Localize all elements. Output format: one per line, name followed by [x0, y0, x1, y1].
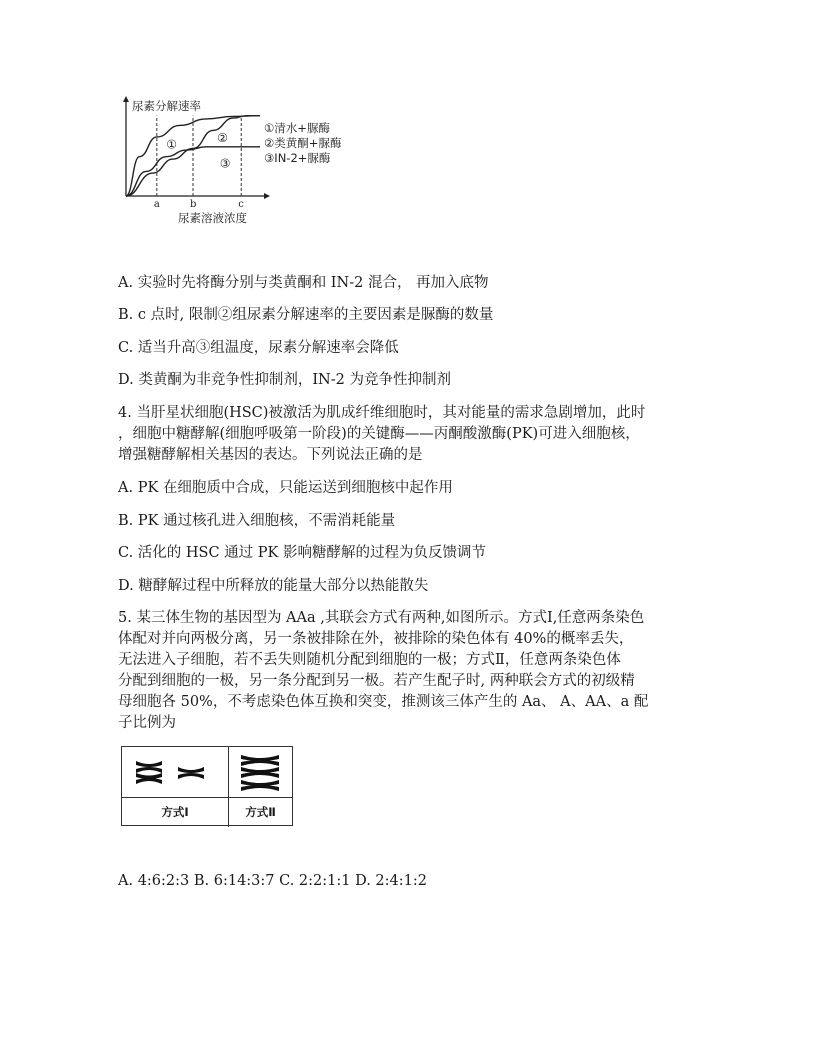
chromosome-shape — [241, 760, 279, 766]
figure-caption-mode-1: 方式Ⅰ — [122, 797, 229, 827]
chromosome-shape — [136, 767, 162, 773]
q5-stem-line: 体配对并向两极分离，另一条被排除在外，被排除的染色体有 40%的概率丢失， — [118, 631, 634, 647]
q5-stem-line: 子比例为 — [118, 715, 176, 731]
q5-options: A. 4:6:2:3 B. 6:14:3:7 C. 2:2:1:1 D. 2:4:1:2 — [118, 873, 427, 889]
series-label-1: ① — [166, 137, 177, 152]
chromosomes-mode-1 — [122, 747, 228, 797]
x-axis-arrow — [264, 193, 270, 199]
q5-stem-line: 无法进入子细胞，若不丢失则随机分配到细胞的一极；方式Ⅱ，任意两条染色体 — [118, 652, 621, 668]
q4-stem-line: 增强糖酵解相关基因的表达。下列说法正确的是 — [118, 447, 423, 463]
chromosomes-mode-2 — [229, 747, 292, 797]
q5-stem-line: 分配到细胞的一极，另一条分配到另一极。若产生配子时, 两种联会方式的初级精 — [118, 673, 635, 689]
series-label-2: ② — [217, 130, 228, 145]
chromosome-shape — [241, 772, 279, 778]
chromosome-shape — [178, 773, 204, 779]
series-label-3: ③ — [219, 156, 231, 171]
q4-stem-line: ，细胞中糖酵解(细胞呼吸第一阶段)的关键酶——丙酮酸激酶(PK)可进入细胞核， — [118, 426, 640, 442]
legend-entry-2: ②类黄酮+脲酶 — [264, 136, 342, 150]
q3-option-a: A. 实验时先将酶分别与类黄酮和 IN-2 混合， 再加入底物 — [118, 275, 489, 291]
q3-option-c: C. 适当升高③组温度，尿素分解速率会降低 — [118, 340, 399, 356]
chromosome-shape — [178, 767, 204, 773]
chromosome-shape — [136, 761, 162, 767]
x-marker-a: a — [153, 199, 160, 210]
chromosome-shape — [136, 778, 162, 784]
q4-option-b: B. PK 通过核孔进入细胞核，不需消耗能量 — [118, 513, 396, 529]
q3-option-b: B. c 点时, 限制②组尿素分解速率的主要因素是脲酶的数量 — [118, 307, 494, 323]
urea-rate-chart — [112, 92, 372, 237]
q5-stem — [118, 608, 708, 734]
q4-stem-line: 4. 当肝星状细胞(HSC)被激活为肌成纤维细胞时，其对能量的需求急剧增加，此时 — [118, 405, 646, 421]
q5-stem-line: 母细胞各 50%，不考虑染色体互换和突变，推测该三体产生的 Aa、 A、AA、a 配 — [118, 694, 649, 710]
x-marker-b: b — [190, 199, 197, 210]
q3-option-d: D. 类黄酮为非竞争性抑制剂，IN-2 为竞争性抑制剂 — [118, 372, 451, 388]
legend-entry-3: ③IN-2+脲酶 — [264, 151, 331, 165]
q4-stem — [118, 403, 708, 466]
q4-option-d: D. 糖酵解过程中所释放的能量大部分以热能散失 — [118, 578, 429, 594]
synapsis-figure — [121, 746, 293, 826]
y-axis-label: 尿素分解速率 — [132, 99, 201, 113]
q4-option-a: A. PK 在细胞质中合成，只能运送到细胞核中起作用 — [118, 480, 453, 496]
legend-entry-1: ①清水+脲酶 — [264, 121, 330, 135]
figure-caption-mode-2: 方式Ⅱ — [229, 797, 292, 827]
q5-stem-line: 5. 某三体生物的基因型为 AAa ,其联会方式有两种,如图所示。方式Ⅰ,任意两条染色 — [118, 610, 645, 626]
q4-option-c: C. 活化的 HSC 通过 PK 影响糖酵解的过程为负反馈调节 — [118, 545, 486, 561]
x-axis-label: 尿素溶液浓度 — [178, 211, 247, 225]
y-axis-arrow — [123, 96, 129, 102]
chromosome-shape — [241, 785, 279, 791]
x-marker-c: c — [238, 199, 244, 210]
